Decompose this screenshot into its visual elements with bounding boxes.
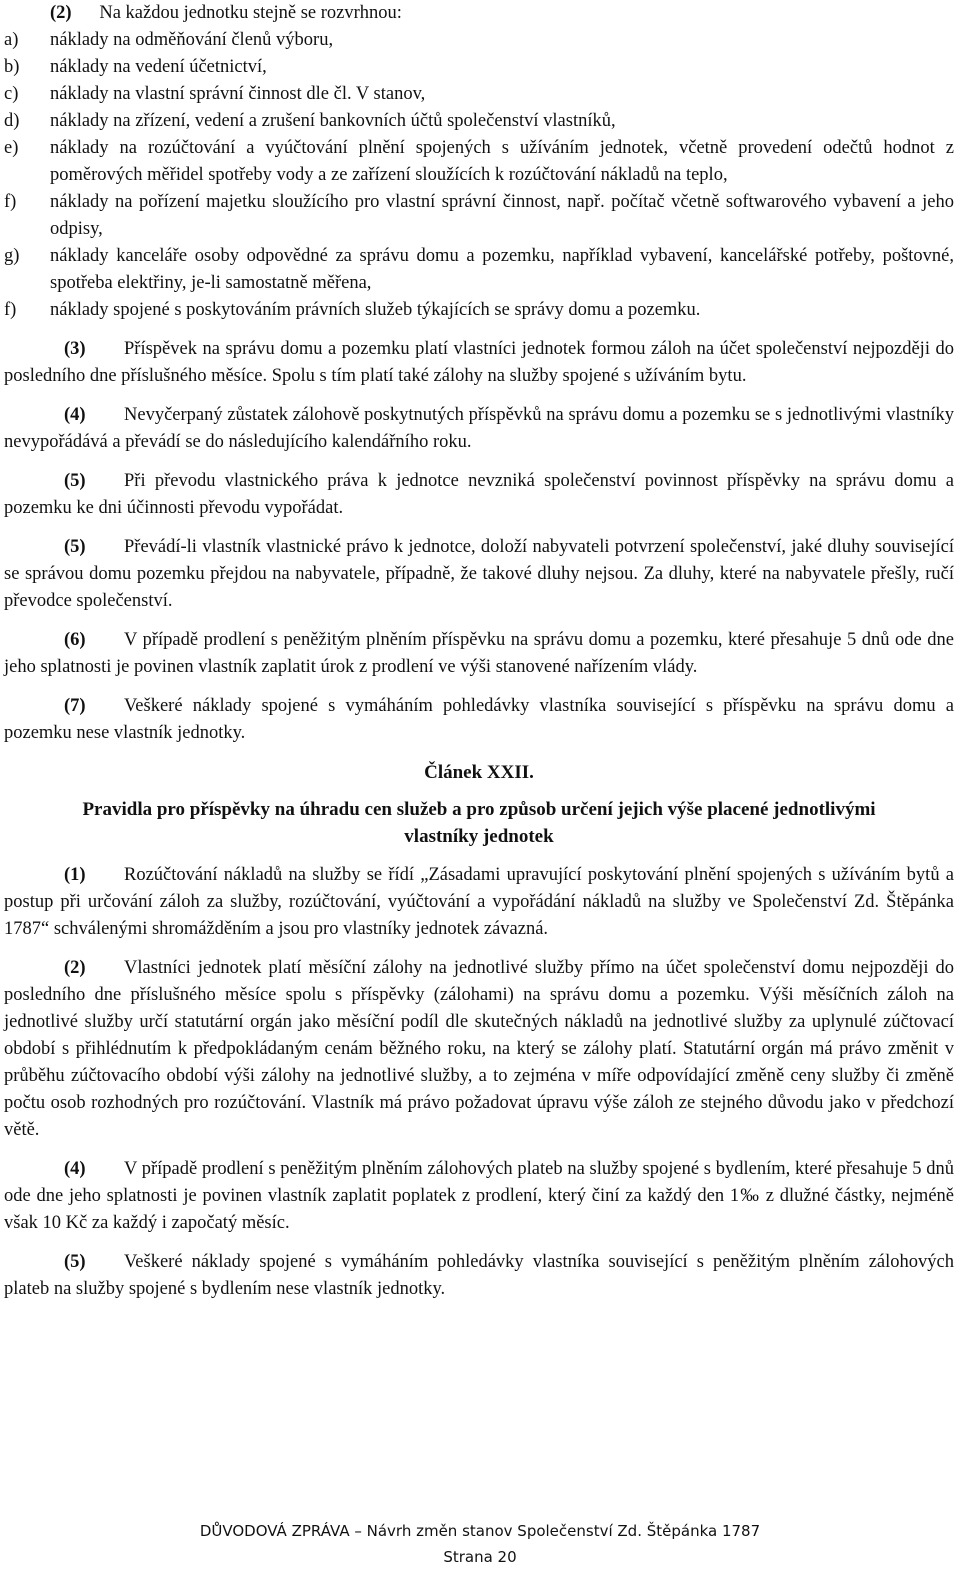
paragraph <box>4 336 954 390</box>
paragraph-number: (4) <box>64 1159 86 1179</box>
page-number: Strana 20 <box>443 1548 517 1566</box>
list-marker: g) <box>4 246 20 266</box>
paragraph <box>4 1156 954 1237</box>
paragraph-text: Veškeré náklady spojené s vymáháním pohledávky vlastníka související s příspěvku na správu domu a pozemku nese vlastník jednotky. <box>4 696 954 743</box>
list-item <box>4 108 954 135</box>
paragraph <box>4 693 954 747</box>
paragraph <box>4 627 954 681</box>
list-item <box>4 189 954 243</box>
paragraph-text: V případě prodlení s peněžitým plněním zálohových plateb na služby spojené s bydlením, které přesahuje 5 dnů ode dne jeho splatnosti je povinen vlastník zaplatit poplatek z prodlení, který činí za každý den 1‰ z dlužné částky, nejméně však 10 Kč za každý i započatý měsíc. <box>4 1159 954 1233</box>
paragraph <box>4 955 954 1144</box>
list-marker: b) <box>4 57 20 77</box>
paragraph-number: (1) <box>64 865 86 885</box>
paragraph-text: Při převodu vlastnického práva k jednotce nevzniká společenství povinnost příspěvky na správu domu a pozemku ke dni účinnosti převodu vypořádat. <box>4 471 954 518</box>
paragraph-text: Veškeré náklady spojené s vymáháním pohledávky vlastníka související s peněžitým plněním zálohových plateb na služby spojené s bydlením nese vlastník jednotky. <box>4 1252 954 1299</box>
list-item <box>4 135 954 189</box>
paragraph-text: Příspěvek na správu domu a pozemku platí vlastníci jednotek formou záloh na účet společenství nejpozději do posledního dne příslušného měsíce. Spolu s tím platí také zálohy na služby spojené s užíváním bytu. <box>4 339 954 386</box>
paragraph-number: (5) <box>64 471 86 491</box>
page-footer <box>0 1518 960 1570</box>
list-text: náklady kanceláře osoby odpovědné za správu domu a pozemku, například vybavení, kancelářské potřeby, poštovné, spotřeba elektřiny, je-li samostatně měřena, <box>50 246 954 293</box>
paragraph-text: V případě prodlení s peněžitým plněním příspěvku na správu domu a pozemku, které přesahuje 5 dnů ode dne jeho splatnosti je povinen vlastník zaplatit úrok z prodlení ve výši stanovené nařízením vlády. <box>4 630 954 677</box>
list-item <box>4 243 954 297</box>
list-text: náklady na vedení účetnictví, <box>50 57 267 77</box>
list-marker: d) <box>4 111 20 131</box>
paragraph <box>4 402 954 456</box>
item-text: Na každou jednotku stejně se rozvrhnou: <box>99 3 402 23</box>
list-marker: a) <box>4 30 19 50</box>
paragraph <box>4 862 954 943</box>
footer-title: DŮVODOVÁ ZPRÁVA – Návrh změn stanov Společenství Zd. Štěpánka 1787 <box>199 1522 761 1540</box>
list-marker: f) <box>4 192 17 212</box>
list-text: náklady na rozúčtování a vyúčtování plnění spojených s užíváním jednotek, včetně provedení odečtů hodnot z poměrových měřidel spotřeby vody a ze zařízení sloužících k rozúčtování nákladů na teplo, <box>50 138 954 185</box>
list-text: náklady na vlastní správní činnost dle čl. V stanov, <box>50 84 426 104</box>
list-item <box>4 54 954 81</box>
paragraph-number: (7) <box>64 696 86 716</box>
list-marker: c) <box>4 84 19 104</box>
paragraph <box>4 468 954 522</box>
item-line-top <box>4 0 954 27</box>
paragraph-number: (5) <box>64 537 86 557</box>
list-marker: f) <box>4 300 17 320</box>
paragraph-number: (5) <box>64 1252 86 1272</box>
article-subtitle: Pravidla pro příspěvky na úhradu cen služeb a pro způsob určení jejich výše placené jednotlivými vlastníky jednotek <box>82 799 876 847</box>
list-text: náklady na pořízení majetku sloužícího pro vlastní správní činnost, např. počítač včetně softwarového vybavení a jeho odpisy, <box>50 192 954 239</box>
list-text: náklady spojené s poskytováním právních služeb týkajících se správy domu a pozemku. <box>50 300 701 320</box>
paragraph-number: (2) <box>64 958 86 978</box>
paragraph-number: (4) <box>64 405 86 425</box>
paragraph-number: (3) <box>64 339 86 359</box>
list-marker: e) <box>4 138 19 158</box>
paragraph-text: Vlastníci jednotek platí měsíční zálohy na jednotlivé služby přímo na účet společenství domu nejpozději do posledního dne příslušného měsíce spolu s příspěvky (zálohami) na správu domu a pozemku. Výši měsíčních záloh na jednotlivé služby určí statutární orgán jako měsíční podíl dle skutečných nákladů na jednotlivé služby za uplynulé zúčtovací období s přihlédnutím k předpokládaným cenám běžného roku, na který se zálohy platí. Statutární orgán má právo změnit v průběhu zúčtovacího období výši zálohy na jednotlivé služby, a to zejména v míře odpovídající změně ceny služby či změně počtu osob rozhodných pro rozúčtování. Vlastník má právo požadovat úpravu výše záloh ze stejného důvodu jako v předchozí větě. <box>4 958 954 1140</box>
list-item <box>4 297 954 324</box>
paragraph-text: Rozúčtování nákladů na služby se řídí „Zásadami upravující poskytování plnění spojených s užíváním bytů a postup při určování záloh za služby, rozúčtování, vyúčtování a vypořádání nákladů na služby ve Společenství Zd. Štěpánka 1787“ schválenými shromážděním a jsou pro vlastníky jednotek závazná. <box>4 865 954 939</box>
item-number: (2) <box>50 3 72 23</box>
article-title: Článek XXII. <box>424 762 534 783</box>
paragraph-number: (6) <box>64 630 86 650</box>
paragraph <box>4 534 954 615</box>
list-text: náklady na zřízení, vedení a zrušení bankovních účtů společenství vlastníků, <box>50 111 616 131</box>
list-text: náklady na odměňování členů výboru, <box>50 30 334 50</box>
document-body <box>4 0 954 1303</box>
paragraph <box>4 1249 954 1303</box>
paragraph-text: Převádí-li vlastník vlastnické právo k jednotce, doloží nabyvateli potvrzení společenství, jaké dluhy související se správou domu pozemku přejdou na nabyvatele, případně, že takové dluhy nejsou. Za dluhy, které na nabyvatele přešly, ručí převodce společenství. <box>4 537 954 611</box>
list-item <box>4 81 954 108</box>
paragraph-text: Nevyčerpaný zůstatek zálohově poskytnutých příspěvků na správu domu a pozemku se s jednotlivými vlastníky nevypořádává a převádí se do následujícího kalendářního roku. <box>4 405 954 452</box>
list-item <box>4 27 954 54</box>
